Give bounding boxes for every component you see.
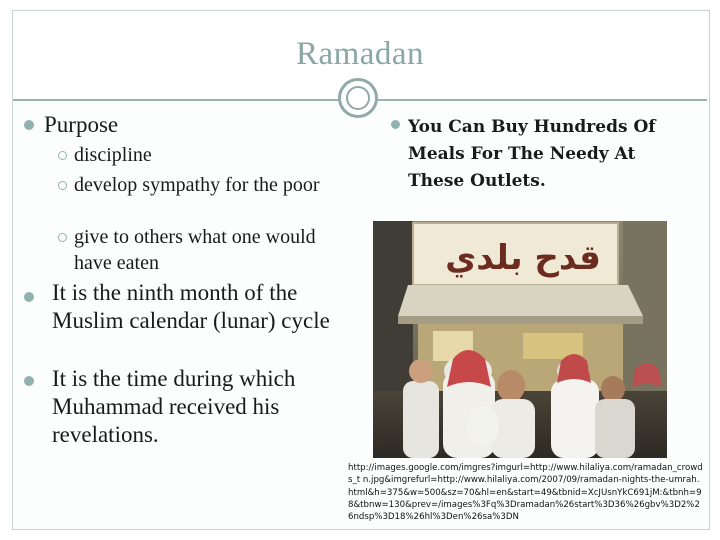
bullet-icon: [24, 292, 34, 302]
ring-ornament-icon: [338, 78, 378, 118]
right-heading-line: You Can Buy Hundreds Of: [408, 117, 656, 137]
shop-sign-text: قدح بلدي: [445, 238, 601, 278]
purpose-item: develop sympathy for the poor: [74, 174, 320, 196]
sub-bullet-icon: [58, 151, 67, 160]
purpose-heading: Purpose: [44, 112, 119, 137]
sub-bullet-icon: [58, 181, 67, 190]
fact-item: It is the time during which Muhammad received his revelations.: [52, 366, 296, 447]
bullet-icon: [24, 120, 34, 130]
right-heading-line: Meals For The Needy At: [408, 144, 636, 164]
purpose-item: give to others what one would have eaten: [74, 226, 316, 274]
right-heading-line: These Outlets.: [408, 171, 546, 191]
sub-bullet-icon: [58, 233, 67, 242]
bullet-icon: [24, 376, 34, 386]
image-source-caption: http://images.google.com/imgres?imgurl=http://www.hilaliya.com/ramadan_crowds_t n.jpg&imgrefurl=http://www.hilaliya.com/2007/09/ramadan-nights-the-umrah.html&h=375&w=500&sz=70&hl=en&start=49&tbnid=XcJUsnYkC691jM:&tbnh=98&tbnw=130&prev=/images%3Fq%3Dramadan%26start%3D36%26gbv%3D2%26ndsp%3D18%26hl%3Den%26sa%3DN: [348, 463, 703, 523]
crowd-photo: [373, 221, 667, 458]
right-heading: [388, 114, 698, 195]
crowd-photo-illustration: [373, 221, 667, 458]
slide-title: Ramadan: [295, 36, 425, 72]
purpose-item: discipline: [74, 144, 152, 166]
fact-item: It is the ninth month of the Muslim calendar (lunar) cycle: [52, 280, 330, 333]
